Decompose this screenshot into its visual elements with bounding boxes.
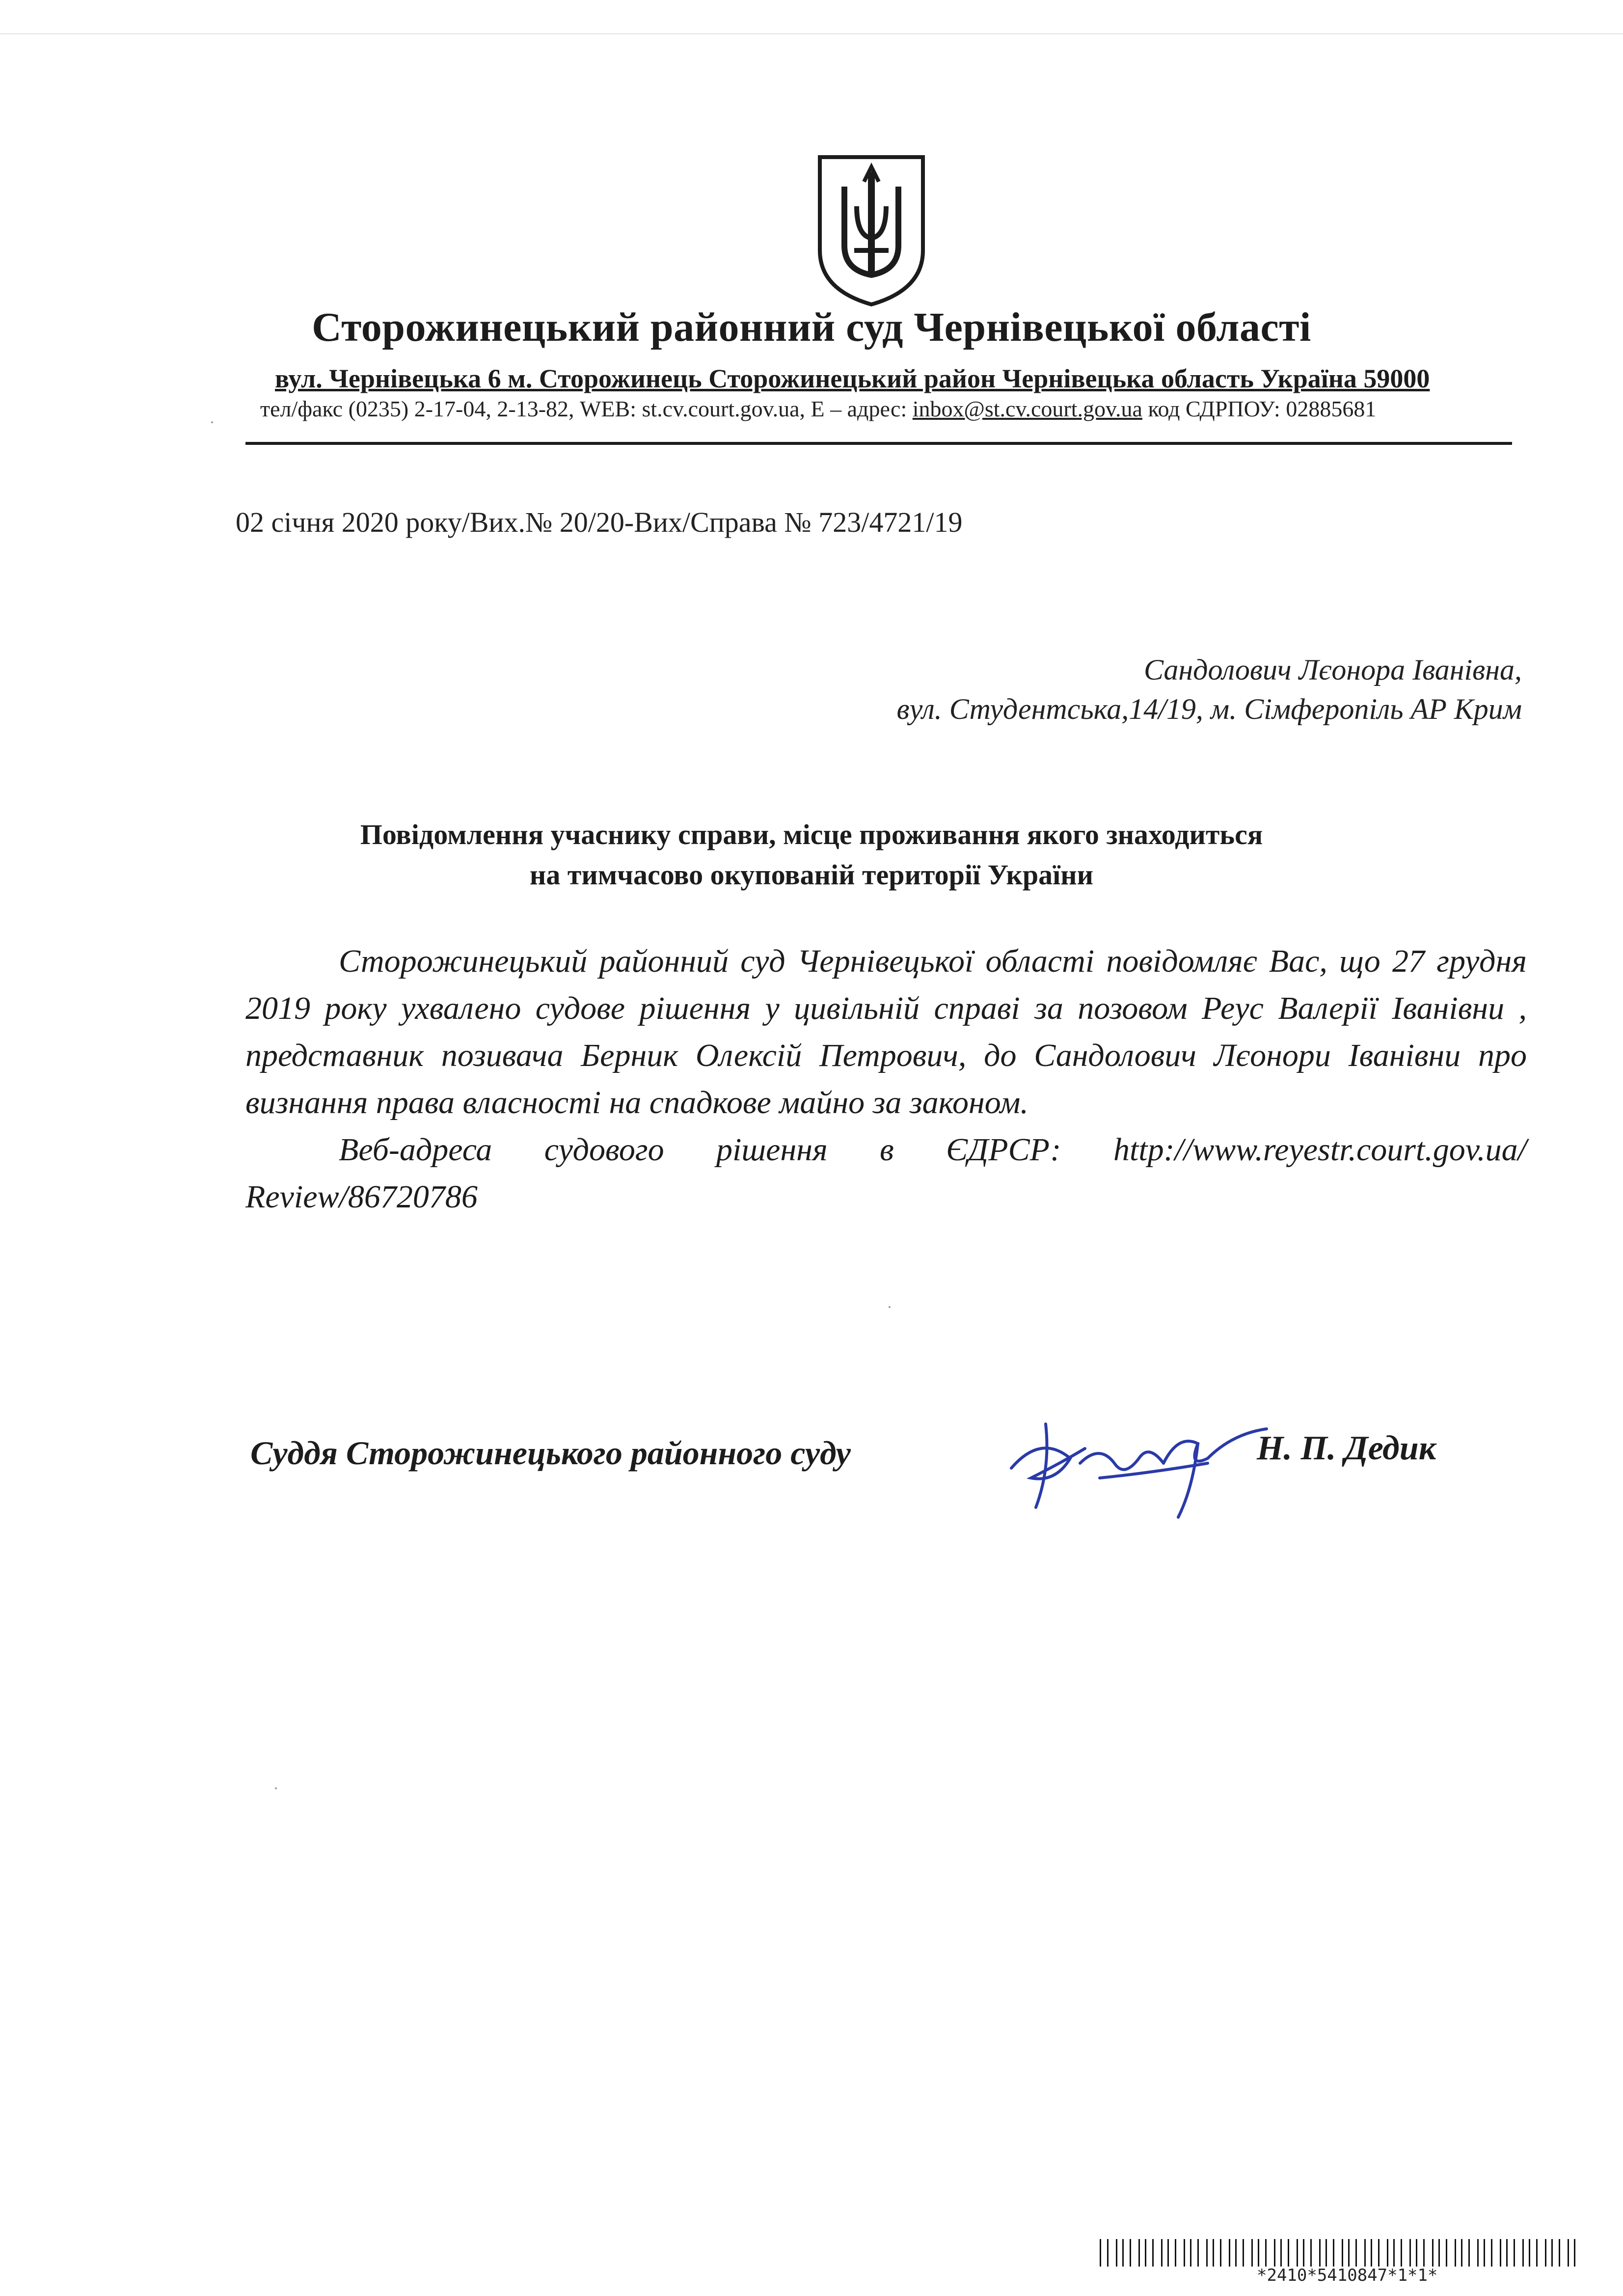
header-divider bbox=[245, 442, 1512, 445]
barcode-bar bbox=[1393, 2239, 1395, 2267]
barcode-bar bbox=[1235, 2239, 1237, 2267]
barcode-bar bbox=[1416, 2239, 1417, 2267]
barcode-bar bbox=[1506, 2239, 1508, 2267]
barcode-bar bbox=[1161, 2239, 1163, 2267]
court-address: вул. Чернівецька 6 м. Сторожинець Сторожинецький район Чернівецька область Україна 59000 bbox=[275, 364, 1430, 393]
barcode-bar bbox=[1138, 2239, 1140, 2267]
notice-body bbox=[245, 938, 1527, 1282]
barcode-bar bbox=[1461, 2239, 1462, 2267]
barcode-bar bbox=[1455, 2239, 1456, 2267]
barcode-bar bbox=[1274, 2239, 1275, 2267]
outgoing-reference: 02 січня 2020 року/Вих.№ 20/20-Вих/Справа № 723/4721/19 bbox=[236, 506, 963, 538]
barcode-bar bbox=[1559, 2239, 1560, 2267]
barcode-bar bbox=[1265, 2239, 1267, 2267]
scan-edge-line bbox=[0, 33, 1623, 34]
barcode-bar bbox=[1175, 2239, 1176, 2267]
barcode-bar bbox=[1522, 2239, 1524, 2267]
scan-speck bbox=[889, 1306, 891, 1308]
barcode-bar bbox=[1100, 2239, 1101, 2267]
barcode-bar bbox=[1229, 2239, 1230, 2267]
barcode-bar bbox=[1401, 2239, 1402, 2267]
court-contacts bbox=[260, 396, 1517, 422]
barcode-number: *2410*5410847*1*1* bbox=[1257, 2266, 1438, 2285]
barcode-bar bbox=[1387, 2239, 1388, 2267]
barcode-bar bbox=[1258, 2239, 1259, 2267]
barcode-bar bbox=[1310, 2239, 1312, 2267]
barcode-bar bbox=[1342, 2239, 1343, 2267]
subject-line-2: на тимчасово окупованій території України bbox=[529, 859, 1094, 891]
barcode bbox=[1100, 2239, 1581, 2267]
barcode-bar bbox=[1529, 2239, 1530, 2267]
barcode-bar bbox=[1167, 2239, 1169, 2267]
recipient-address: вул. Студентська,14/19, м. Сімферопіль АР Крим bbox=[896, 693, 1522, 725]
barcode-bar bbox=[1333, 2239, 1334, 2267]
barcode-bar bbox=[1325, 2239, 1327, 2267]
recipient-name: Сандолович Лєонора Іванівна, bbox=[1143, 654, 1522, 686]
barcode-bar bbox=[1545, 2239, 1546, 2267]
barcode-bar bbox=[1423, 2239, 1425, 2267]
scan-speck bbox=[275, 1787, 277, 1789]
notice-paragraph: Сторожинецький районний суд Чернівецької області повідомляє Вас, що 27 грудня 2019 року ухвалено судове рішення у цивільній справі за позовом Реус Валерії Іванівни , представник позивача Берник Олексій Петрович, до Сандолович Лєонори Іванівни про визнання права власності на спадкове майно за законом. bbox=[245, 943, 1527, 1121]
barcode-bar bbox=[1122, 2239, 1124, 2267]
barcode-bar bbox=[1468, 2239, 1470, 2267]
judge-position: Суддя Сторожинецького районного суду bbox=[250, 1434, 851, 1472]
barcode-bar bbox=[1348, 2239, 1350, 2267]
barcode-bar bbox=[1536, 2239, 1538, 2267]
barcode-bar bbox=[1378, 2239, 1380, 2267]
barcode-bar bbox=[1107, 2239, 1109, 2267]
barcode-bar bbox=[1197, 2239, 1199, 2267]
contacts-phone-web: тел/факс (0235) 2-17-04, 2-13-82, WEB: st.cv.court.gov.ua, Е – адрес: bbox=[260, 396, 913, 421]
handwritten-signature bbox=[1001, 1404, 1276, 1522]
barcode-bar bbox=[1145, 2239, 1146, 2267]
barcode-bar bbox=[1303, 2239, 1304, 2267]
barcode-bar bbox=[1551, 2239, 1553, 2267]
trident-coat-of-arms-icon bbox=[810, 152, 933, 309]
barcode-bar bbox=[1371, 2239, 1372, 2267]
barcode-bar bbox=[1319, 2239, 1321, 2267]
barcode-bar bbox=[1500, 2239, 1501, 2267]
barcode-bar bbox=[1432, 2239, 1434, 2267]
contacts-code: код СДРПОУ: 02885681 bbox=[1142, 396, 1377, 421]
barcode-bar bbox=[1243, 2239, 1244, 2267]
barcode-bar bbox=[1355, 2239, 1357, 2267]
court-name: Сторожинецький районний суд Чернівецької області bbox=[312, 304, 1311, 350]
barcode-bar bbox=[1409, 2239, 1411, 2267]
barcode-bar bbox=[1491, 2239, 1492, 2267]
barcode-bar bbox=[1184, 2239, 1185, 2267]
barcode-bar bbox=[1484, 2239, 1485, 2267]
barcode-bar bbox=[1297, 2239, 1298, 2267]
barcode-bar bbox=[1152, 2239, 1154, 2267]
barcode-bar bbox=[1288, 2239, 1289, 2267]
subject-line-1: Повідомлення учаснику справи, місце проживання якого знаходиться bbox=[360, 819, 1263, 850]
barcode-bar bbox=[1514, 2239, 1515, 2267]
barcode-bar bbox=[1190, 2239, 1191, 2267]
judge-name: Н. П. Дедик bbox=[1257, 1429, 1436, 1467]
barcode-bar bbox=[1280, 2239, 1282, 2267]
barcode-bar bbox=[1251, 2239, 1253, 2267]
barcode-bar bbox=[1438, 2239, 1440, 2267]
decision-url-paragraph: Веб-адреса судового рішення в ЄДРСР: http://www.reyestr.court.gov.ua/ Review/86720786 bbox=[245, 1132, 1527, 1215]
barcode-bar bbox=[1130, 2239, 1131, 2267]
contacts-email: inbox@st.cv.court.gov.ua bbox=[912, 396, 1142, 421]
barcode-bar bbox=[1568, 2239, 1569, 2267]
barcode-bar bbox=[1220, 2239, 1221, 2267]
barcode-bar bbox=[1446, 2239, 1447, 2267]
scan-speck bbox=[211, 421, 213, 423]
barcode-bar bbox=[1574, 2239, 1575, 2267]
barcode-bar bbox=[1206, 2239, 1208, 2267]
barcode-bar bbox=[1364, 2239, 1366, 2267]
barcode-bar bbox=[1116, 2239, 1117, 2267]
barcode-bar bbox=[1213, 2239, 1214, 2267]
barcode-bar bbox=[1477, 2239, 1479, 2267]
